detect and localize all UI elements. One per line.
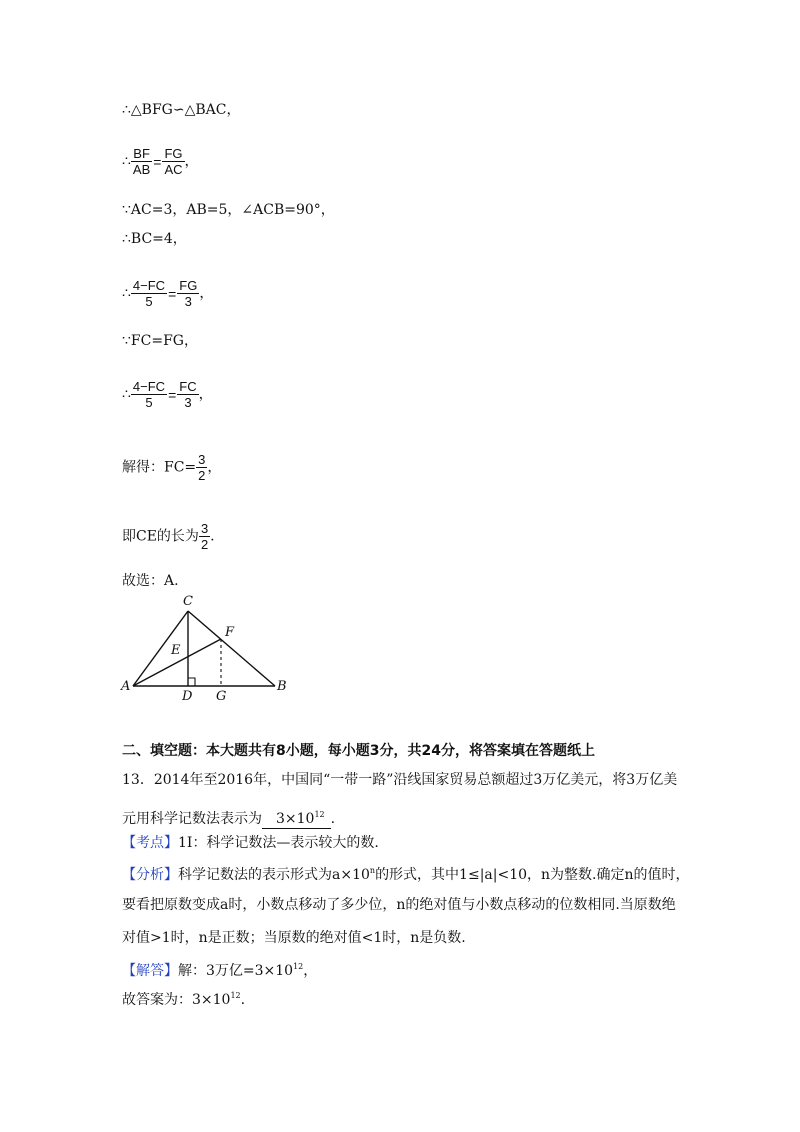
proof-line-choice: 故选：A. [122,573,179,589]
denominator: AC [164,162,183,177]
segment-cb [188,611,275,686]
answer-line [122,987,245,1009]
proof-line-ratio [122,146,199,177]
fraction [131,146,152,177]
fenxi-text: 的形式，其中1≤|a|<10，n为整数.确定n的值时， [375,867,690,883]
denominator: 2 [198,468,206,483]
solution-label: 解得：FC= [122,459,197,476]
answer-exponent: 12 [314,810,325,819]
punctuation: ， [198,386,213,403]
therefore-symbol: ∴ [122,285,131,302]
fenxi-line2: 要看把原数变成a时，小数点移动了多少位，n的绝对值与小数点移动的位数相同.当原数绝 [122,897,676,913]
label-b: B [277,679,287,694]
conclusion-label: 即CE的长为 [122,528,199,545]
denominator: AB [132,162,151,177]
label-e: E [171,643,181,658]
numerator: BF [131,146,152,162]
label-g: G [216,689,227,702]
label-c: C [183,594,193,609]
fraction [177,379,198,410]
fenxi-line3: 对值>1时，n是正数；当原数的绝对值<1时，n是负数. [122,930,466,946]
denominator: 3 [184,294,192,309]
section-heading: 二、填空题：本大题共有8小题，每小题3分，共24分，将答案填在答题纸上 [122,743,595,759]
kaodian-line [122,834,379,852]
kaodian-tag: 【考点】 [122,835,178,851]
fraction [162,146,184,177]
triangle-figure [115,592,300,702]
denominator: 5 [145,395,153,410]
fraction [196,452,207,483]
punctuation: ， [207,459,222,476]
numerator: 4−FC [132,379,166,394]
fenxi-text: 科学记数法的表示形式为a×10 [178,867,370,883]
jieda-line [122,958,317,980]
punctuation: ， [303,963,318,979]
punctuation: ， [199,285,214,302]
question-13-line2 [122,806,335,829]
proof-line-equation [122,379,213,410]
label-a: A [121,679,131,694]
therefore-symbol: ∴ [122,386,131,403]
punctuation: . [330,811,336,827]
fraction [131,278,167,309]
equals-sign: = [153,153,162,170]
proof-line-ce-length [122,521,215,552]
denominator: 2 [200,537,209,552]
proof-line-bc: ∴BC=4， [122,231,187,247]
label-f: F [225,625,235,640]
proof-line-similar: ∴△BFG∽△BAC， [122,102,241,118]
kaodian-text: 1I：科学记数法—表示较大的数. [178,835,379,851]
fraction [177,278,199,309]
proof-line-substitute [122,278,213,309]
punctuation: . [210,528,215,545]
fenxi-line1 [122,862,690,884]
jieda-text: 解：3万亿=3×10 [178,963,294,979]
equals-sign: = [168,386,177,403]
denominator: 5 [145,294,153,309]
fraction [199,521,210,552]
fenxi-tag: 【分析】 [122,867,178,883]
exponent: 12 [230,991,241,1000]
answer-text: 故答案为：3×10 [122,992,231,1008]
numerator: 4−FC [132,278,166,293]
fraction [131,379,167,410]
punctuation: ， [184,153,199,170]
punctuation: . [240,992,246,1008]
numerator: FG [164,146,183,161]
answer-blank [262,806,331,829]
question-13-line1: 13．2014年至2016年，中国同“一带一路”沿线国家贸易总额超过3万亿美元，将3万亿美 [122,772,678,788]
equals-sign: = [168,285,177,302]
numerator: FG [179,278,198,293]
exponent: 12 [293,962,304,971]
numerator: FC [179,379,197,394]
question-text: 元用科学记数法表示为 [122,811,262,827]
proof-line-given: ∵AC=3，AB=5，∠ACB=90°， [122,202,335,218]
proof-line-fc-fg: ∵FC=FG， [122,333,198,349]
right-angle-mark [188,678,195,686]
exponent: n [369,866,376,875]
denominator: 3 [184,395,192,410]
answer-base: 3×10 [276,811,315,827]
numerator: 3 [200,521,209,536]
proof-line-solution [122,452,221,483]
therefore-symbol: ∴ [122,153,131,170]
jieda-tag: 【解答】 [122,963,178,979]
numerator: 3 [198,452,206,467]
label-d: D [182,689,193,702]
